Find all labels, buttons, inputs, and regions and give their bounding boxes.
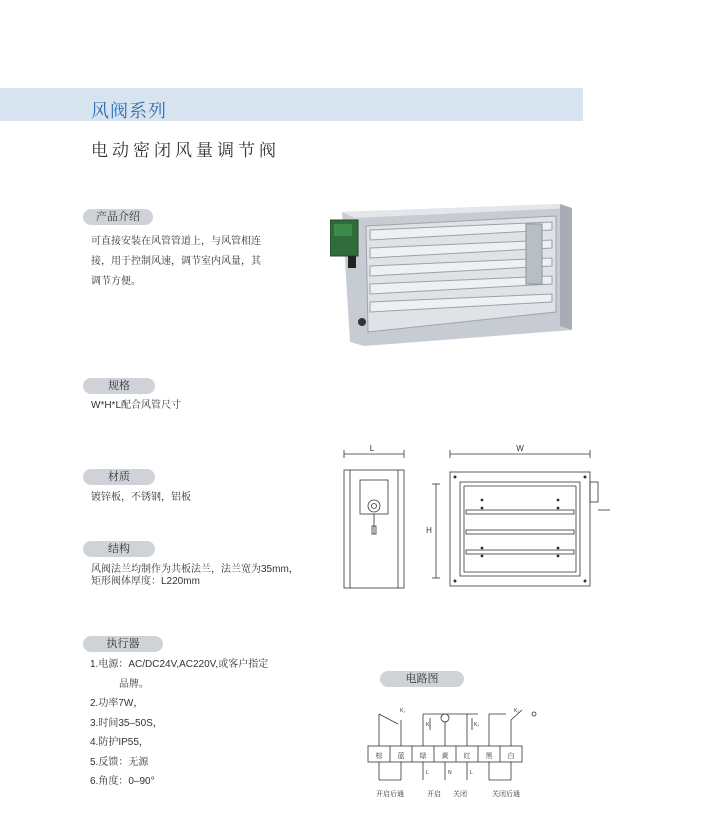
actuator-item: 3.时间35–50S， xyxy=(90,717,163,729)
front-view-drawing xyxy=(432,450,610,586)
structure-label: 结构 xyxy=(83,541,155,557)
material-text: 镀锌板，不锈钢，铝板 xyxy=(91,492,191,503)
terminal-letter: N xyxy=(448,770,452,776)
terminal-brown: 棕 xyxy=(375,753,383,760)
actuator-label: 执行器 xyxy=(83,636,163,652)
front-width-label: W xyxy=(516,444,524,453)
terminal-letter: L xyxy=(426,770,429,776)
intro-line-2: 接，用于控制风速，调节室内风量，其 xyxy=(91,256,261,267)
terminal-blue: 蓝 xyxy=(397,753,405,760)
switch-label: K₂ xyxy=(514,708,520,714)
actuator-item: 2.功率7W， xyxy=(90,698,144,709)
actuator-item: 6.角度：0–90° xyxy=(90,776,155,787)
actuator-item: 品牌。 xyxy=(119,678,149,690)
switch-label: K₂ xyxy=(474,722,480,728)
product-title: 电动密闭风量调节阀 xyxy=(91,141,280,160)
circuit-diagram xyxy=(360,700,550,802)
switch-label: K₁ xyxy=(400,708,406,714)
series-title: 风阀系列 xyxy=(91,101,167,121)
actuator-item: 4.防护IP55， xyxy=(90,737,149,748)
material-label: 材质 xyxy=(83,469,155,485)
intro-line-1: 可直接安装在风管管道上，与风管相连 xyxy=(91,236,261,247)
damper-product-photo xyxy=(330,198,580,348)
spec-label: 规格 xyxy=(83,378,155,394)
spec-text: W*H*L配合风管尺寸 xyxy=(91,400,182,411)
terminal-letter: L xyxy=(470,770,473,776)
structure-line-2: 矩形阀体厚度：L220mm xyxy=(91,576,200,587)
terminal-yellow: 黄 xyxy=(441,753,449,760)
actuator-item: 1.电源：AC/DC24V,AC220V,或客户指定 xyxy=(90,659,269,670)
structure-text xyxy=(91,564,299,588)
actuator-list xyxy=(90,656,268,793)
side-dim-label: L xyxy=(369,444,375,453)
circuit-bottom-label: 关闭 xyxy=(453,791,467,798)
circuit-label: 电路图 xyxy=(380,671,464,687)
intro-line-3: 调节方便。 xyxy=(91,276,141,287)
structure-line-1: 风阀法兰均制作为共板法兰，法兰宽为35mm， xyxy=(91,564,299,575)
circuit-bottom-label: 关闭后通 xyxy=(492,791,520,798)
technical-drawing xyxy=(330,440,620,595)
actuator-item: 5.反馈：无源 xyxy=(90,756,149,768)
intro-text xyxy=(91,232,261,292)
terminal-green: 绿 xyxy=(419,753,427,760)
terminal-black: 黑 xyxy=(485,753,493,760)
terminal-white: 白 xyxy=(507,753,515,760)
terminal-red: 红 xyxy=(463,753,471,760)
switch-label: K₁ xyxy=(426,722,432,728)
front-height-label: H xyxy=(426,526,432,535)
circuit-bottom-label: 开启后通 xyxy=(376,791,404,798)
side-view-drawing xyxy=(344,450,404,588)
intro-label: 产品介绍 xyxy=(83,209,153,225)
section-banner xyxy=(0,88,583,121)
circuit-bottom-label: 开启 xyxy=(427,791,441,798)
